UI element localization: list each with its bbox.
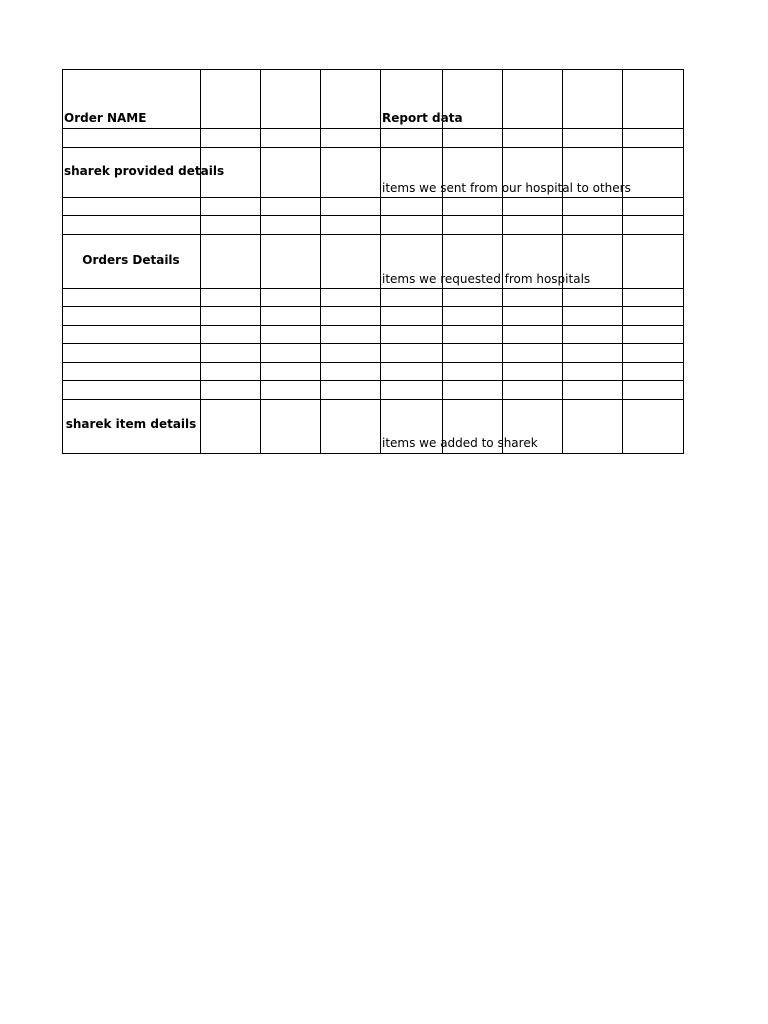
grid-line bbox=[62, 288, 684, 289]
grid-line bbox=[62, 453, 684, 454]
grid-line bbox=[622, 69, 623, 454]
grid-line bbox=[320, 69, 321, 454]
grid-line bbox=[62, 362, 684, 363]
grid-line bbox=[62, 380, 684, 381]
grid-line bbox=[62, 197, 684, 198]
section-report-orders-details[interactable]: items we requested from hospitals bbox=[382, 272, 591, 286]
grid-line bbox=[62, 306, 684, 307]
grid-line bbox=[62, 325, 684, 326]
section-label-sharek-provided[interactable]: sharek provided details bbox=[64, 164, 225, 178]
spreadsheet-table bbox=[62, 69, 684, 454]
order-name-header[interactable]: Order NAME bbox=[64, 111, 147, 125]
grid-line bbox=[62, 399, 684, 400]
grid-line bbox=[562, 69, 563, 454]
grid-line bbox=[683, 69, 684, 454]
grid-line bbox=[62, 69, 684, 70]
grid-line bbox=[442, 69, 443, 454]
section-report-sharek-provided[interactable]: items we sent from our hospital to others bbox=[382, 181, 631, 195]
section-report-sharek-item[interactable]: items we added to sharek bbox=[382, 436, 538, 450]
section-label-orders-details[interactable]: Orders Details bbox=[82, 253, 180, 267]
grid-line bbox=[502, 69, 503, 454]
grid-line bbox=[62, 147, 684, 148]
grid-line bbox=[62, 128, 684, 129]
grid-line bbox=[62, 215, 684, 216]
grid-line bbox=[260, 69, 261, 454]
section-label-sharek-item[interactable]: sharek item details bbox=[65, 417, 197, 431]
grid-line bbox=[62, 234, 684, 235]
grid-line bbox=[62, 343, 684, 344]
report-data-header[interactable]: Report data bbox=[382, 111, 463, 125]
grid-line bbox=[200, 69, 201, 454]
grid-line bbox=[380, 69, 381, 454]
